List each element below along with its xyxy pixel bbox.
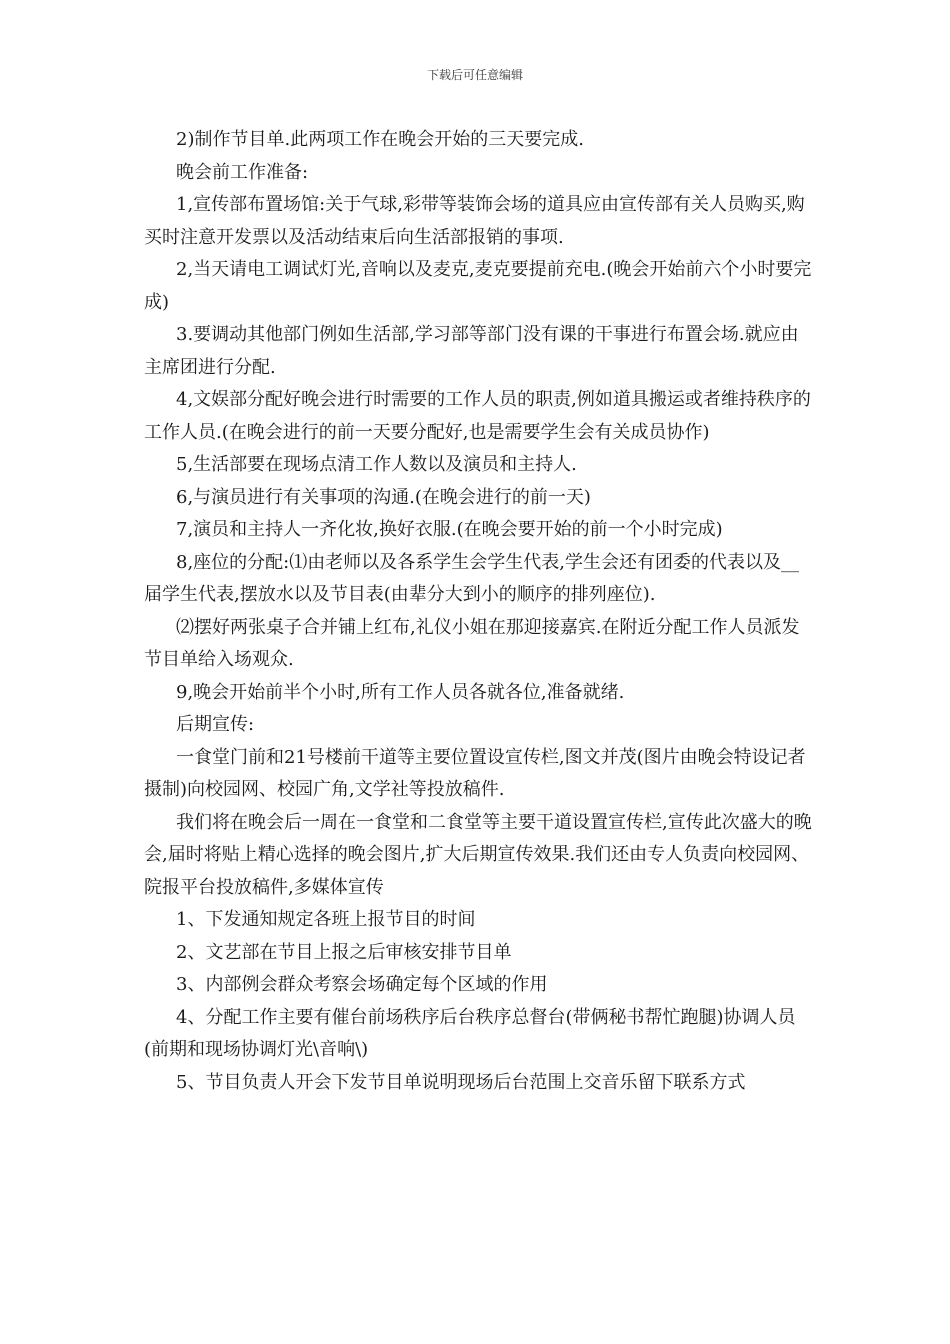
document-body (144, 124, 812, 1099)
paragraph-19: 4、分配工作主要有催台前场秩序后台秩序总督台(带俩秘书帮忙跑腿)协调人员(前期和现场协调灯光\音响\) (144, 1006, 796, 1060)
paragraph-12: 9,晚会开始前半个小时,所有工作人员各就各位,准备就绪. (176, 681, 625, 703)
paragraph-7: 5,生活部要在现场点清工作人数以及演员和主持人. (176, 454, 577, 475)
paragraph-9: 7,演员和主持人一齐化妆,换好衣服.(在晚会要开始的前一个小时完成) (176, 519, 723, 540)
paragraph-4: 2,当天请电工调试灯光,音响以及麦克,麦克要提前充电.(晚会开始前六个小时要完成) (144, 259, 812, 313)
paragraph-14: 一食堂门前和21号楼前干道等主要位置设宣传栏,图文并茂(图片由晚会特设记者摄制)向校园网、校园广角,文学社等投放稿件. (144, 746, 806, 800)
paragraph-20: 5、节目负责人开会下发节目单说明现场后台范围上交音乐留下联系方式 (176, 1071, 746, 1093)
page-header: 下载后可任意编辑 (426, 68, 523, 82)
paragraph-11: ⑵摆好两张桌子合并铺上红布,礼仪小姐在那迎接嘉宾.在附近分配工作人员派发节目单给入场观众. (144, 616, 800, 670)
paragraph-2: 晚会前工作准备: (176, 161, 309, 183)
paragraph-16: 1、下发通知规定各班上报节目的时间 (176, 909, 476, 930)
paragraph-1: 2)制作节目单.此两项工作在晚会开始的三天要完成. (176, 129, 584, 150)
paragraph-15: 我们将在晚会后一周在一食堂和二食堂等主要干道设置宣传栏,宣传此次盛大的晚会,届时将贴上精心选择的晚会图片,扩大后期宣传效果.我们还由专人负责向校园网、院报平台投放稿件,多媒体宣传 (144, 811, 812, 898)
paragraph-5: 3.要调动其他部门例如生活部,学习部等部门没有课的干事进行布置会场.就应由主席团进行分配. (144, 324, 799, 378)
paragraph-17: 2、文艺部在节目上报之后审核安排节目单 (176, 941, 512, 963)
paragraph-8: 6,与演员进行有关事项的沟通.(在晚会进行的前一天) (176, 486, 591, 508)
paragraph-3: 1,宣传部布置场馆:关于气球,彩带等装饰会场的道具应由宣传部有关人员购买,购买时注意开发票以及活动结束后向生活部报销的事项. (144, 194, 805, 248)
paragraph-10: 8,座位的分配:⑴由老师以及各系学生会学生代表,学生会还有团委的代表以及__届学生代表,摆放水以及节目表(由辈分大到小的顺序的排列座位). (144, 551, 799, 605)
paragraph-6: 4,文娱部分配好晚会进行时需要的工作人员的职责,例如道具搬运或者维持秩序的工作人员.(在晚会进行的前一天要分配好,也是需要学生会有关成员协作) (144, 389, 811, 443)
paragraph-13: 后期宣传: (176, 714, 255, 735)
paragraph-18: 3、内部例会群众考察会场确定每个区域的作用 (176, 974, 548, 995)
